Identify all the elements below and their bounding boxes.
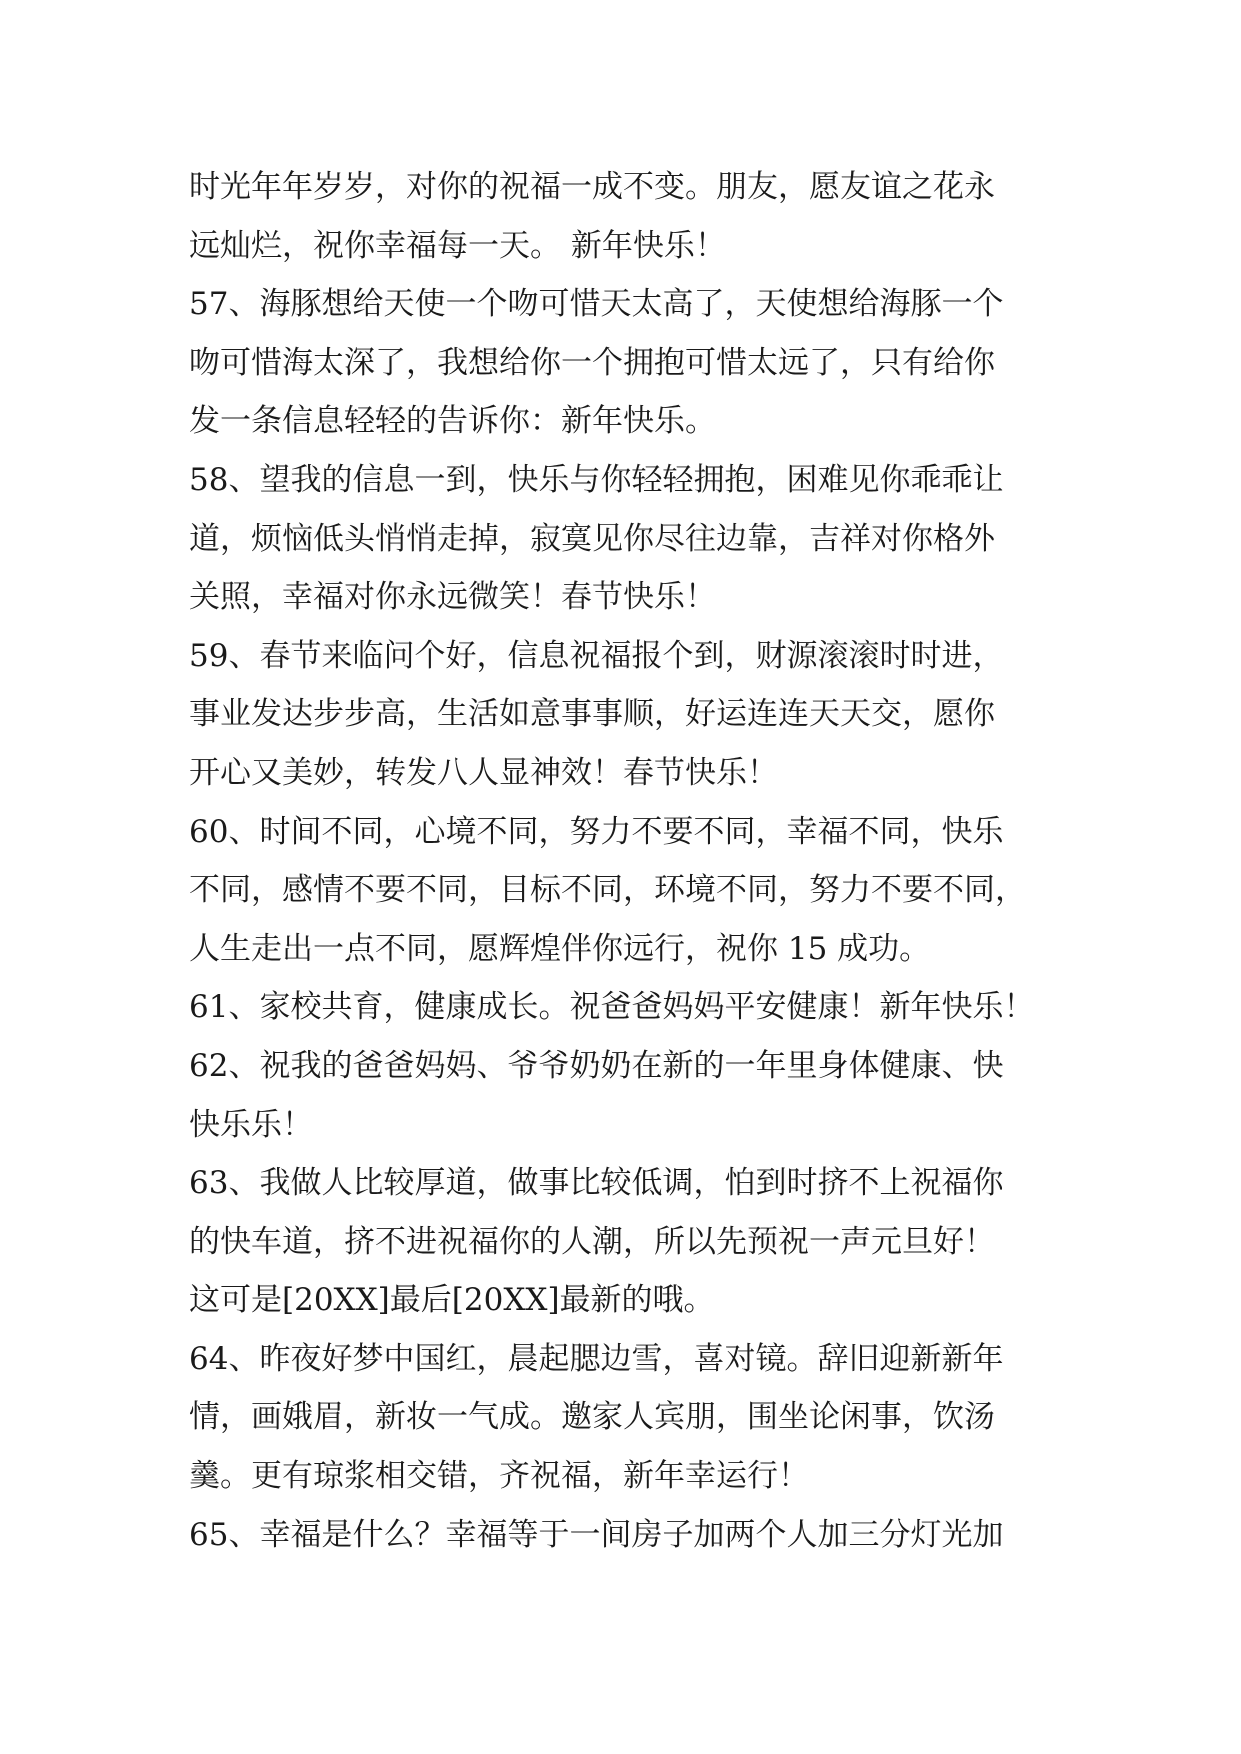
text-line: 62、祝我的爸爸妈妈、爷爷奶奶在新的一年里身体健康、快	[189, 1047, 1004, 1084]
text-line: 65、幸福是什么？幸福等于一间房子加两个人加三分灯光加	[189, 1516, 1004, 1553]
text-line: 57、海豚想给天使一个吻可惜天太高了，天使想给海豚一个	[189, 286, 1004, 323]
text-line: 快乐乐！	[189, 1106, 313, 1143]
text-line: 人生走出一点不同，愿辉煌伴你远行，祝你 15 成功。	[189, 930, 931, 967]
text-line: 60、时间不同，心境不同，努力不要不同，幸福不同，快乐	[189, 813, 1004, 850]
text-line: 发一条信息轻轻的告诉你：新年快乐。	[189, 403, 716, 440]
text-line: 吻可惜海太深了，我想给你一个拥抱可惜太远了，只有给你	[189, 344, 995, 381]
text-line: 64、昨夜好梦中国红，晨起腮边雪，喜对镜。辞旧迎新新年	[189, 1340, 1004, 1377]
text-line: 羹。更有琼浆相交错，齐祝福，新年幸运行！	[189, 1458, 809, 1495]
text-line: 这可是[20XX]最后[20XX]最新的哦。	[189, 1282, 715, 1319]
text-line: 关照，幸福对你永远微笑！春节快乐！	[189, 579, 716, 616]
text-line: 情，画娥眉，新妆一气成。邀家人宾朋，围坐论闲事，饮汤	[189, 1399, 995, 1436]
text-line: 远灿烂，祝你幸福每一天。 新年快乐！	[189, 227, 726, 264]
text-line: 时光年年岁岁，对你的祝福一成不变。朋友，愿友谊之花永	[189, 169, 995, 205]
text-line: 事业发达步步高，生活如意事事顺，好运连连天天交，愿你	[189, 696, 995, 733]
text-line: 的快车道，挤不进祝福你的人潮，所以先预祝一声元旦好！	[189, 1223, 995, 1260]
text-line: 不同，感情不要不同，目标不同，环境不同，努力不要不同，	[189, 872, 1026, 909]
text-line: 开心又美妙，转发八人显神效！春节快乐！	[189, 754, 778, 791]
text-line: 道，烦恼低头悄悄走掉，寂寞见你尽往边靠，吉祥对你格外	[189, 520, 995, 557]
text-line: 61、家校共育，健康成长。祝爸爸妈妈平安健康！新年快乐！	[189, 989, 1035, 1026]
text-line: 58、望我的信息一到，快乐与你轻轻拥抱，困难见你乖乖让	[189, 461, 1004, 498]
text-line: 63、我做人比较厚道，做事比较低调，怕到时挤不上祝福你	[189, 1165, 1004, 1202]
body-text	[189, 158, 1069, 1564]
text-line: 59、春节来临问个好，信息祝福报个到，财源滚滚时时进，	[189, 637, 1004, 674]
